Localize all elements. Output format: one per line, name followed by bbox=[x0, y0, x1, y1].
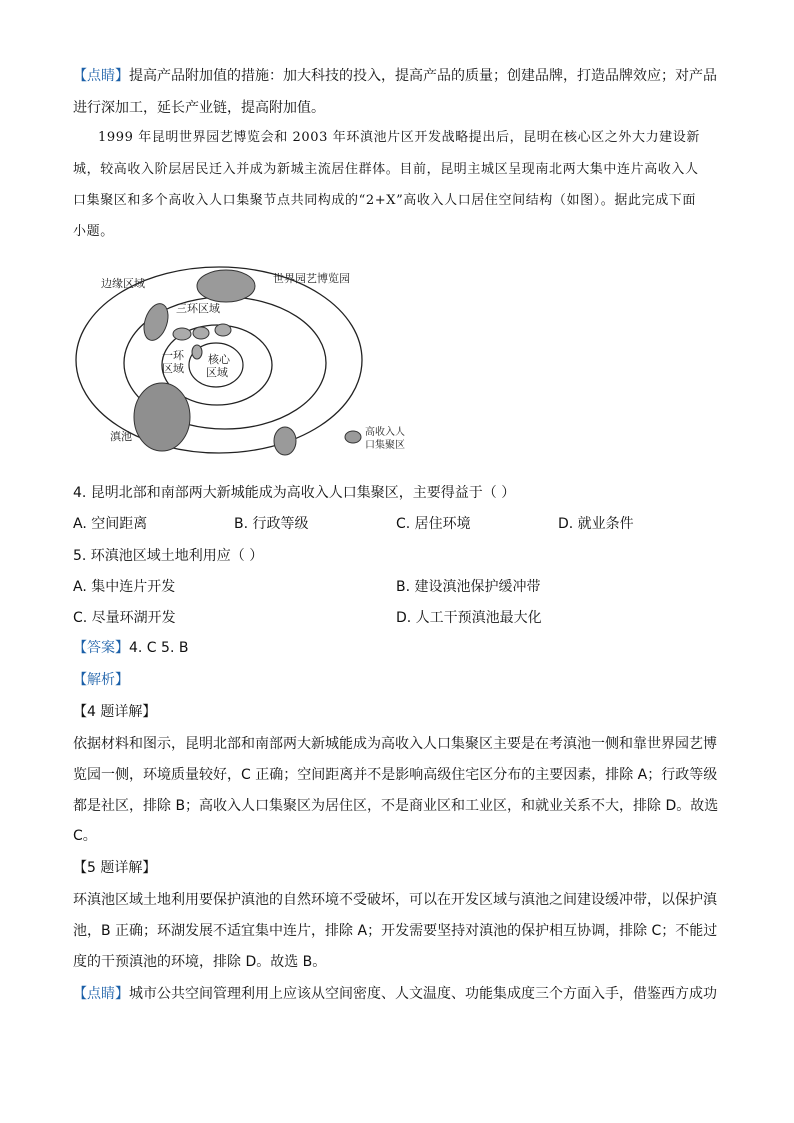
cluster-inner-1 bbox=[173, 328, 191, 340]
answer-text: 4. C 5. B bbox=[129, 640, 189, 656]
dianchi-lake bbox=[134, 383, 190, 451]
q4-option-a: A. 空间距离 bbox=[73, 516, 148, 532]
q4-option-d: D. 就业条件 bbox=[558, 516, 634, 532]
material-line-2: 城，较高收入阶层居民迁入并成为新城主流居住群体。目前，昆明主城区呈现南北两大集中连片高收入人 bbox=[73, 162, 699, 177]
q5-stem: 5. 环滇池区域土地利用应（ ） bbox=[73, 548, 264, 564]
bottom-note-line-1: 【点睛】城市公共空间管理利用上应该从空间密度、人文温度、功能集成度三个方面入手，借鉴西方成功 bbox=[73, 986, 717, 1002]
cluster-inner-3 bbox=[215, 324, 231, 336]
label-core-b: 区域 bbox=[206, 366, 228, 379]
label-dianchi: 滇池 bbox=[110, 430, 132, 443]
detail5-line-3: 度的干预滇池的环境，排除 D。故选 B。 bbox=[73, 954, 327, 970]
label-core-a: 核心 bbox=[208, 353, 230, 366]
detail5-line-1: 环滇池区域土地利用要保护滇池的自然环境不受破坏，可以在开发区域与滇池之间建设缓冲带，以保护滇 bbox=[73, 892, 717, 908]
legend-swatch bbox=[345, 431, 361, 443]
label-expo: 世界园艺博览园 bbox=[273, 272, 350, 285]
detail4-line-3: 都是社区，排除 B；高收入人口集聚区为居住区，不是商业区和工业区，和就业关系不大，排除 D。故选 bbox=[73, 798, 719, 814]
q4-stem: 4. 昆明北部和南部两大新城能成为高收入人口集聚区，主要得益于（ ） bbox=[73, 485, 516, 501]
label-legend-b: 口集聚区 bbox=[365, 440, 405, 451]
label-legend-a: 高收入人 bbox=[365, 427, 405, 438]
answer-line bbox=[73, 638, 188, 658]
q5-option-d: D. 人工干预滇池最大化 bbox=[396, 610, 542, 626]
q5-option-a: A. 集中连片开发 bbox=[73, 579, 176, 595]
top-note-label: 【点睛】 bbox=[73, 68, 129, 84]
material-line-4: 小题。 bbox=[73, 224, 114, 239]
top-note-line-2: 进行深加工，延长产业链，提高附加值。 bbox=[73, 100, 325, 116]
bottom-note-label: 【点睛】 bbox=[73, 986, 129, 1002]
label-first-ring-a: 一环 bbox=[162, 349, 184, 362]
cluster-south bbox=[274, 427, 296, 455]
detail4-line-2: 览园一侧，环境质量较好，C 正确；空间距离并不是影响高级住宅区分布的主要因素，排除 A；行政等级 bbox=[73, 767, 718, 783]
detail5-line-2: 池，B 正确；环湖发展不适宜集中连片，排除 A；开发需要坚持对滇池的保护相互协调，排除 C；不能过 bbox=[73, 923, 718, 939]
analysis-label: 【解析】 bbox=[73, 672, 129, 688]
detail4-line-4: C。 bbox=[73, 828, 97, 844]
cluster-inner-2 bbox=[193, 327, 209, 339]
q5-option-b: B. 建设滇池保护缓冲带 bbox=[396, 579, 541, 595]
top-note-line-1: 【点睛】提高产品附加值的措施：加大科技的投入，提高产品的质量；创建品牌，打造品牌效应；对产品 bbox=[73, 68, 717, 84]
label-third-ring: 三环区域 bbox=[176, 302, 220, 315]
q4-option-b: B. 行政等级 bbox=[234, 516, 309, 532]
q4-option-c: C. 居住环境 bbox=[396, 516, 471, 532]
detail4-line-1: 依据材料和图示，昆明北部和南部两大新城能成为高收入人口集聚区主要是在考滇池一侧和靠世界园艺博 bbox=[73, 736, 717, 752]
cluster-west bbox=[140, 301, 173, 344]
q5-option-c: C. 尽量环湖开发 bbox=[73, 610, 176, 626]
cluster-core bbox=[192, 345, 202, 359]
cluster-north bbox=[197, 270, 255, 302]
label-first-ring-b: 区域 bbox=[162, 362, 184, 375]
answer-label: 【答案】 bbox=[73, 640, 129, 656]
label-edge-zone: 边缘区域 bbox=[101, 277, 145, 290]
spatial-structure-figure bbox=[70, 255, 430, 470]
material-line-1: 1999 年昆明世界园艺博览会和 2003 年环滇池片区开发战略提出后，昆明在核心区之外大力建设新 bbox=[98, 130, 700, 145]
detail5-label: 【5 题详解】 bbox=[73, 860, 157, 876]
detail4-label: 【4 题详解】 bbox=[73, 704, 157, 720]
material-line-3: 口集聚区和多个高收入人口集聚节点共同构成的“2+X”高收入人口居住空间结构（如图）。据此完成下面 bbox=[73, 193, 697, 208]
